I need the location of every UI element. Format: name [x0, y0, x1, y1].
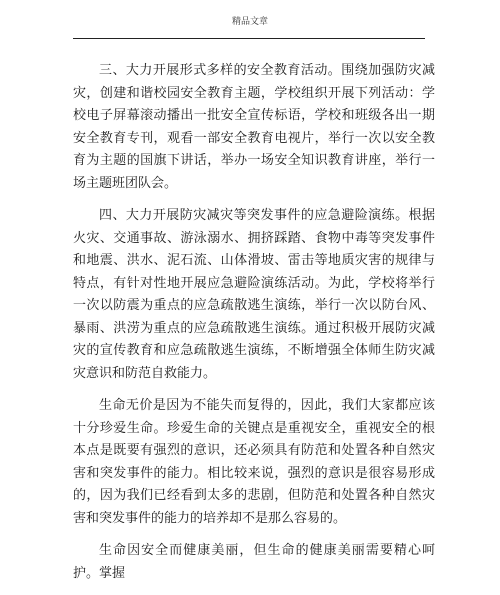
header-divider: [73, 38, 425, 39]
paragraph-life-and-safety: 生命因安全而健康美丽，但生命的健康美丽需要精心呵护。掌握: [73, 543, 435, 581]
paragraph-emergency-drills: 四、大力开展防灾减灾等突发事件的应急避险演练。根据火灾、交通事故、游泳溺水、拥挤踩踏、食物中毒等突发事件和地震、洪水、泥石流、山体滑坡、雷击等地质灾害的规律与特点，有针对性地开展应急避险演练活动。为此，学校将举行一次以防震为重点的应急疏散逃生演练，举行一次以防台风、暴雨、洪涝为重点的应急疏散逃生演练。通过积极开展防灾减灾的宣传教育和应急疏散逃生演练，不断增强全体师生防灾减灾意识和防范自救能力。: [73, 208, 435, 381]
header-title: 精品文章: [231, 17, 268, 27]
paragraph-value-of-life: 生命无价是因为不能失而复得的，因此，我们大家都应该十分珍爱生命。珍爱生命的关键点是重视安全，重视安全的根本点是既要有强烈的意识，还必须具有防范和处置各种自然灾害和突发事件的能力。相比较来说，强烈的意识是很容易形成的，因为我们已经看到太多的悲剧，但防范和处置各种自然灾害和突发事件的能力的培养却不是那么容易的。: [73, 398, 435, 526]
article-body: [73, 60, 435, 595]
paragraph-safety-activities: 三、大力开展形式多样的安全教育活动。围绕加强防灾减灾，创建和谐校园安全教育主题，学校组织开展下列活动：学校电子屏幕滚动播出一批安全宣传标语，学校和班级各出一期安全教育专刊，观看一部安全教育电视片，举行一次以安全教育为主题的国旗下讲话，举办一场安全知识教育讲座，举行一场主题班团队会。: [73, 63, 435, 191]
page-header: [0, 0, 500, 50]
